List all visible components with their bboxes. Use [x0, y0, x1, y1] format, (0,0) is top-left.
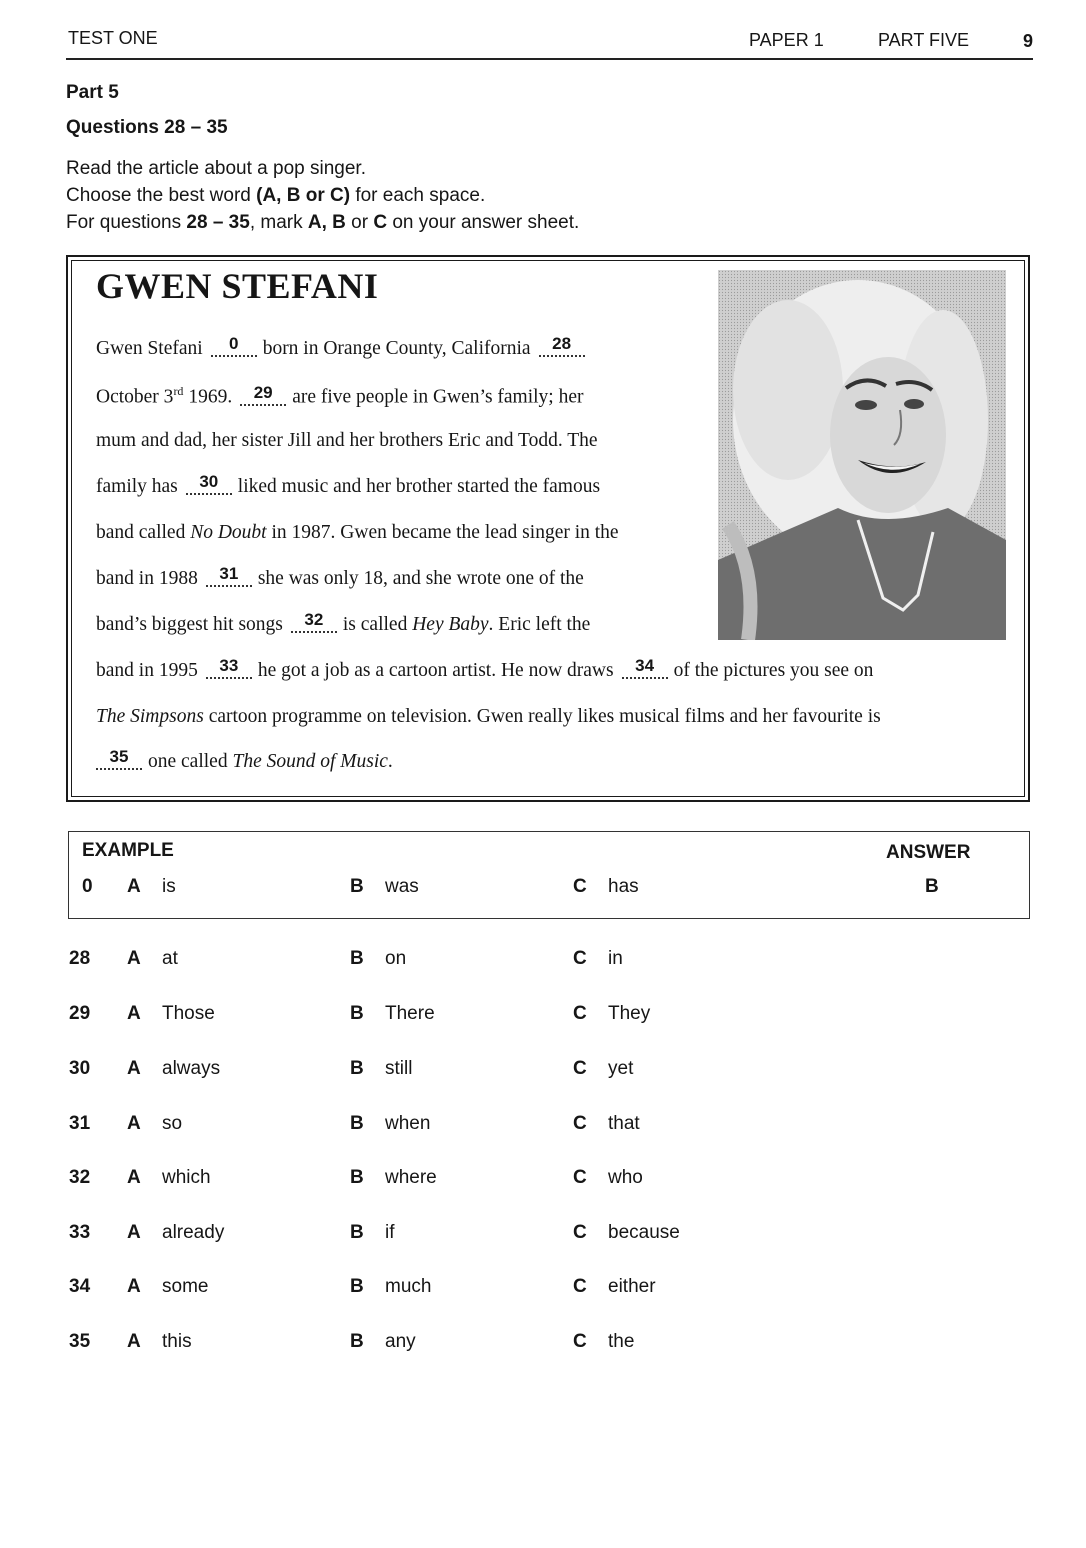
option-c: either [608, 1276, 656, 1297]
article-text: is called [342, 614, 413, 635]
option-b: when [385, 1113, 431, 1134]
option-letter-c: C [573, 1276, 587, 1297]
gap-35 [96, 747, 142, 773]
option-c: because [608, 1222, 680, 1243]
option-letter-b: B [350, 1003, 364, 1024]
option-letter-a: A [127, 1331, 141, 1352]
song-title: Hey Baby [412, 614, 489, 635]
answer-title: ANSWER [886, 842, 971, 863]
option-letter-a: A [127, 1058, 141, 1079]
instructions [66, 155, 579, 236]
option-letter-c: C [573, 1331, 587, 1352]
option-letter-a: A [127, 1276, 141, 1297]
option-b: where [385, 1167, 437, 1188]
article-text: are five people in Gwen’s family; her [292, 386, 584, 408]
article-text: band in 1995 [96, 660, 198, 681]
instr-text: Choose the best word [66, 185, 257, 206]
article-line-10 [96, 747, 393, 773]
option-letter-c: C [573, 1167, 587, 1188]
instruction-line-2 [66, 182, 579, 209]
instr-text: or [345, 212, 374, 233]
gap-29 [240, 382, 286, 409]
gap-32 [291, 610, 337, 636]
gap-34 [622, 656, 668, 682]
option-letter-c: C [573, 1113, 587, 1134]
article-text: band called [96, 522, 191, 543]
singer-photo [718, 270, 1006, 640]
option-a: always [162, 1058, 221, 1079]
example-answer: B [925, 876, 939, 897]
gap-number: 32 [304, 610, 324, 629]
part-label-header: PART FIVE [878, 30, 970, 50]
option-letter-c: C [573, 1222, 587, 1243]
article-text: liked music and her brother started the famous [237, 476, 601, 497]
option-letter-b: B [350, 1058, 364, 1079]
gap-number: 34 [635, 656, 655, 675]
option-letter-b: B [350, 948, 364, 969]
instruction-line-3 [66, 209, 579, 236]
instr-bold: C [373, 212, 388, 233]
question-row-35 [0, 1331, 1086, 1361]
question-number: 35 [69, 1331, 91, 1352]
option-c: yet [608, 1058, 634, 1079]
article-text: October 3 [96, 386, 174, 408]
instr-text: for each space. [350, 185, 486, 206]
article-text: cartoon programme on television. Gwen really likes musical films and her favourite is [203, 706, 881, 727]
option-letter-b: B [350, 1113, 364, 1134]
question-number: 28 [69, 948, 91, 969]
tv-show-title: The Simpsons [96, 706, 204, 727]
question-number: 29 [69, 1003, 91, 1024]
question-number: 34 [69, 1276, 91, 1297]
question-row-28 [0, 948, 1086, 978]
option-letter-c: C [573, 1058, 587, 1079]
question-row-32 [0, 1167, 1086, 1197]
instruction-line-1: Read the article about a pop singer. [66, 158, 366, 179]
option-a: some [162, 1276, 209, 1297]
option-c: who [608, 1167, 643, 1188]
question-number: 33 [69, 1222, 91, 1243]
option-b: much [385, 1276, 432, 1297]
example-number: 0 [82, 876, 93, 897]
instr-text: For questions [66, 212, 187, 233]
option-letter-b: B [350, 1222, 364, 1243]
article-line-1 [96, 334, 591, 360]
gap-33 [206, 656, 252, 682]
article-text: she was only 18, and she wrote one of the [257, 568, 584, 589]
option-letter-c: C [573, 1003, 587, 1024]
instr-bold: A, B [307, 212, 346, 233]
option-b: was [385, 876, 419, 897]
band-name: No Doubt [190, 522, 267, 543]
article-text: born in Orange County, California [262, 338, 531, 359]
instr-text: , mark [249, 212, 308, 233]
example-row [0, 876, 1086, 906]
option-letter-a: A [127, 1113, 141, 1134]
gap-number: 35 [109, 747, 129, 766]
article-text: 1969. [183, 386, 233, 408]
part-heading: Part 5 [66, 82, 119, 103]
question-row-34 [0, 1276, 1086, 1306]
page-header [66, 26, 1033, 60]
gap-28 [539, 334, 585, 360]
option-c: in [608, 948, 623, 969]
article-text: family has [96, 476, 178, 497]
page-number: 9 [1022, 31, 1033, 51]
question-row-29 [0, 1003, 1086, 1033]
option-b: on [385, 948, 407, 969]
article-line-4 [96, 472, 601, 498]
article-line-5 [96, 522, 619, 544]
option-a: is [162, 876, 176, 897]
instr-bold: (A, B or C) [256, 185, 351, 206]
article-text: band’s biggest hit songs [96, 614, 283, 635]
article-line-8 [96, 656, 874, 682]
ordinal-suffix: rd [173, 384, 184, 398]
option-c: that [608, 1113, 640, 1134]
gap-30 [186, 472, 232, 498]
option-c: has [608, 876, 639, 897]
portrait-illustration [718, 270, 1006, 640]
option-letter-b: B [350, 1167, 364, 1188]
gap-number: 33 [219, 656, 239, 675]
test-title: TEST ONE [68, 28, 158, 48]
article-text: . [387, 751, 393, 772]
article-text: Gwen Stefani [96, 338, 203, 359]
question-row-31 [0, 1113, 1086, 1143]
option-letter-a: A [127, 876, 141, 897]
question-row-30 [0, 1058, 1086, 1088]
article-text: of the pictures you see on [673, 660, 874, 681]
gap-0 [211, 334, 257, 360]
option-a: already [162, 1222, 225, 1243]
option-b: if [385, 1222, 395, 1243]
instr-bold: 28 – 35 [186, 212, 250, 233]
question-row-33 [0, 1222, 1086, 1252]
article-text: he got a job as a cartoon artist. He now draws [257, 660, 614, 681]
option-b: There [385, 1003, 435, 1024]
option-a: Those [162, 1003, 215, 1024]
film-title: The Sound of Music [232, 751, 388, 772]
paper-label: PAPER 1 [749, 30, 824, 50]
article-line-2 [96, 384, 584, 409]
article-line-9 [96, 706, 881, 728]
gap-31 [206, 564, 252, 590]
option-letter-c: C [573, 948, 587, 969]
gap-number: 30 [199, 472, 219, 491]
option-b: any [385, 1331, 416, 1352]
article-line-7 [96, 610, 591, 636]
option-c: They [608, 1003, 651, 1024]
question-number: 32 [69, 1167, 91, 1188]
option-letter-a: A [127, 1167, 141, 1188]
article-line-6 [96, 564, 584, 590]
questions-heading: Questions 28 – 35 [66, 117, 228, 138]
option-a: so [162, 1113, 183, 1134]
article-text: band in 1988 [96, 568, 198, 589]
gap-number: 0 [228, 334, 239, 353]
article-line-3: mum and dad, her sister Jill and her brothers Eric and Todd. The [96, 430, 598, 451]
article-text: in 1987. Gwen became the lead singer in the [266, 522, 619, 543]
option-letter-c: C [573, 876, 587, 897]
option-a: at [162, 948, 178, 969]
option-a: which [162, 1167, 211, 1188]
instr-text: on your answer sheet. [387, 212, 580, 233]
option-letter-a: A [127, 948, 141, 969]
option-letter-b: B [350, 1331, 364, 1352]
article-title: GWEN STEFANI [96, 266, 379, 306]
option-c: the [608, 1331, 635, 1352]
article-text: . Eric left the [488, 614, 591, 635]
option-letter-b: B [350, 876, 364, 897]
example-title: EXAMPLE [82, 840, 174, 861]
option-letter-a: A [127, 1222, 141, 1243]
question-number: 30 [69, 1058, 91, 1079]
gap-number: 29 [253, 382, 273, 402]
option-letter-a: A [127, 1003, 141, 1024]
option-letter-b: B [350, 1276, 364, 1297]
article-text: one called [148, 751, 233, 772]
gap-number: 28 [552, 334, 572, 353]
gap-number: 31 [219, 564, 239, 583]
question-number: 31 [69, 1113, 91, 1134]
option-a: this [162, 1331, 192, 1352]
option-b: still [385, 1058, 413, 1079]
